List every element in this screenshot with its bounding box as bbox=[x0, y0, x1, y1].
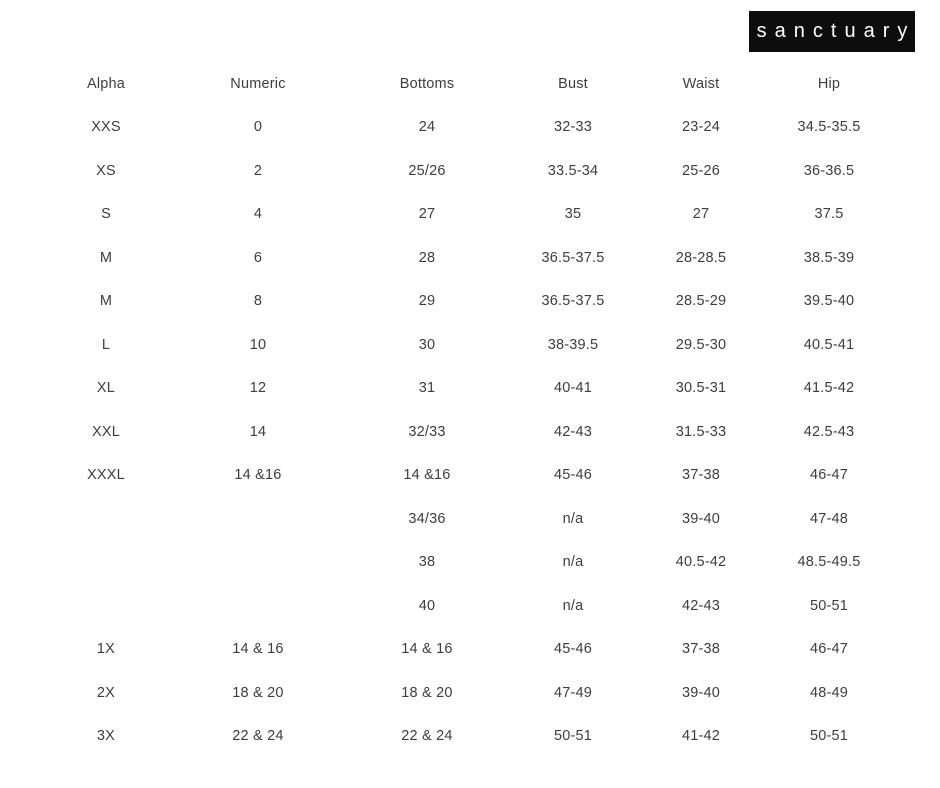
brand-logo-text: sanctuary bbox=[756, 20, 916, 42]
table-cell: 36-36.5 bbox=[803, 162, 855, 179]
table-cell: 36.5-37.5 bbox=[541, 293, 605, 310]
table-row bbox=[30, 715, 882, 759]
table-cell: 45-46 bbox=[553, 641, 593, 658]
table-cell: 22 & 24 bbox=[401, 728, 453, 745]
table-cell: 48.5-49.5 bbox=[797, 554, 861, 571]
table-cell: 18 & 20 bbox=[232, 684, 284, 701]
table-cell: 40.5-42 bbox=[675, 554, 727, 571]
table-cell: 3X bbox=[96, 728, 116, 745]
table-cell: 39.5-40 bbox=[803, 293, 855, 310]
size-chart-table bbox=[30, 62, 882, 758]
table-cell: 34.5-35.5 bbox=[797, 119, 861, 136]
table-cell: 28.5-29 bbox=[675, 293, 727, 310]
table-row bbox=[30, 584, 882, 628]
table-cell: 42-43 bbox=[553, 423, 593, 440]
table-cell bbox=[182, 541, 334, 585]
table-cell: 14 &16 bbox=[403, 467, 451, 484]
table-cell: 46-47 bbox=[809, 641, 849, 658]
table-cell: 0 bbox=[253, 119, 263, 136]
table-row bbox=[30, 497, 882, 541]
table-cell: 50-51 bbox=[809, 728, 849, 745]
table-cell: 2X bbox=[96, 684, 116, 701]
table-cell: 12 bbox=[249, 380, 267, 397]
table-cell bbox=[30, 584, 182, 628]
table-row bbox=[30, 280, 882, 324]
table-cell bbox=[182, 497, 334, 541]
table-cell: 30.5-31 bbox=[675, 380, 727, 397]
table-cell: 36.5-37.5 bbox=[541, 249, 605, 266]
table-row bbox=[30, 323, 882, 367]
table-cell: 24 bbox=[418, 119, 436, 136]
table-cell bbox=[30, 541, 182, 585]
table-cell: 22 & 24 bbox=[232, 728, 284, 745]
table-cell: 14 &16 bbox=[234, 467, 282, 484]
table-cell: 40.5-41 bbox=[803, 336, 855, 353]
table-cell bbox=[182, 584, 334, 628]
table-cell: 42-43 bbox=[681, 597, 721, 614]
table-cell: S bbox=[101, 206, 111, 223]
table-cell: 50-51 bbox=[809, 597, 849, 614]
table-cell: 28 bbox=[418, 249, 436, 266]
table-cell: XXS bbox=[91, 119, 121, 136]
column-header: Hip bbox=[817, 75, 841, 92]
table-cell: 40-41 bbox=[553, 380, 593, 397]
table-cell: 2 bbox=[253, 162, 263, 179]
table-cell: 45-46 bbox=[553, 467, 593, 484]
table-cell: XL bbox=[96, 380, 116, 397]
table-cell: 47-48 bbox=[809, 510, 849, 527]
table-cell: 47-49 bbox=[553, 684, 593, 701]
table-row bbox=[30, 628, 882, 672]
table-cell: 25-26 bbox=[681, 162, 721, 179]
table-cell: 38.5-39 bbox=[803, 249, 855, 266]
table-cell: M bbox=[99, 249, 113, 266]
table-cell: 38-39.5 bbox=[547, 336, 599, 353]
size-table-body bbox=[30, 106, 882, 759]
table-cell: 46-47 bbox=[809, 467, 849, 484]
table-cell: 37.5 bbox=[814, 206, 844, 223]
brand-logo bbox=[749, 11, 915, 52]
column-header: Waist bbox=[682, 75, 720, 92]
table-row bbox=[30, 106, 882, 150]
table-row bbox=[30, 410, 882, 454]
table-cell: n/a bbox=[562, 510, 584, 527]
table-cell: 27 bbox=[692, 206, 710, 223]
table-cell: 31 bbox=[418, 380, 436, 397]
table-cell: 29 bbox=[418, 293, 436, 310]
table-row bbox=[30, 367, 882, 411]
table-cell: 31.5-33 bbox=[675, 423, 727, 440]
column-header: Bust bbox=[558, 75, 588, 92]
table-cell: 48-49 bbox=[809, 684, 849, 701]
table-cell: 10 bbox=[249, 336, 267, 353]
table-cell: 33.5-34 bbox=[547, 162, 599, 179]
table-cell: 25/26 bbox=[408, 162, 446, 179]
table-cell: 32/33 bbox=[408, 423, 446, 440]
table-cell: 38 bbox=[418, 554, 436, 571]
table-cell: 39-40 bbox=[681, 510, 721, 527]
column-header: Bottoms bbox=[399, 75, 455, 92]
table-cell: 28-28.5 bbox=[675, 249, 727, 266]
table-cell: 37-38 bbox=[681, 467, 721, 484]
table-cell: 6 bbox=[253, 249, 263, 266]
table-row bbox=[30, 149, 882, 193]
size-table-header-row bbox=[30, 62, 882, 106]
table-row bbox=[30, 236, 882, 280]
column-header: Numeric bbox=[230, 75, 286, 92]
table-cell: 27 bbox=[418, 206, 436, 223]
table-cell: 1X bbox=[96, 641, 116, 658]
column-header: Alpha bbox=[86, 75, 126, 92]
table-cell: 14 bbox=[249, 423, 267, 440]
table-cell: 50-51 bbox=[553, 728, 593, 745]
table-cell: 30 bbox=[418, 336, 436, 353]
table-cell: 8 bbox=[253, 293, 263, 310]
table-cell: n/a bbox=[562, 597, 584, 614]
table-cell: 32-33 bbox=[553, 119, 593, 136]
table-cell: 23-24 bbox=[681, 119, 721, 136]
table-cell: 29.5-30 bbox=[675, 336, 727, 353]
table-cell: 42.5-43 bbox=[803, 423, 855, 440]
table-cell: 39-40 bbox=[681, 684, 721, 701]
table-row bbox=[30, 671, 882, 715]
table-row bbox=[30, 193, 882, 237]
table-cell: 14 & 16 bbox=[401, 641, 453, 658]
table-cell: n/a bbox=[562, 554, 584, 571]
table-row bbox=[30, 454, 882, 498]
table-cell: 4 bbox=[253, 206, 263, 223]
table-cell: 37-38 bbox=[681, 641, 721, 658]
table-cell: XXXL bbox=[87, 467, 125, 484]
table-cell: 41-42 bbox=[681, 728, 721, 745]
table-cell: 34/36 bbox=[408, 510, 446, 527]
table-cell: XS bbox=[96, 162, 116, 179]
table-cell: L bbox=[101, 336, 111, 353]
table-cell: M bbox=[99, 293, 113, 310]
table-cell: 41.5-42 bbox=[803, 380, 855, 397]
table-cell: XXL bbox=[91, 423, 120, 440]
table-cell: 14 & 16 bbox=[232, 641, 284, 658]
table-cell bbox=[30, 497, 182, 541]
table-cell: 35 bbox=[564, 206, 582, 223]
table-row bbox=[30, 541, 882, 585]
table-cell: 40 bbox=[418, 597, 436, 614]
table-cell: 18 & 20 bbox=[401, 684, 453, 701]
